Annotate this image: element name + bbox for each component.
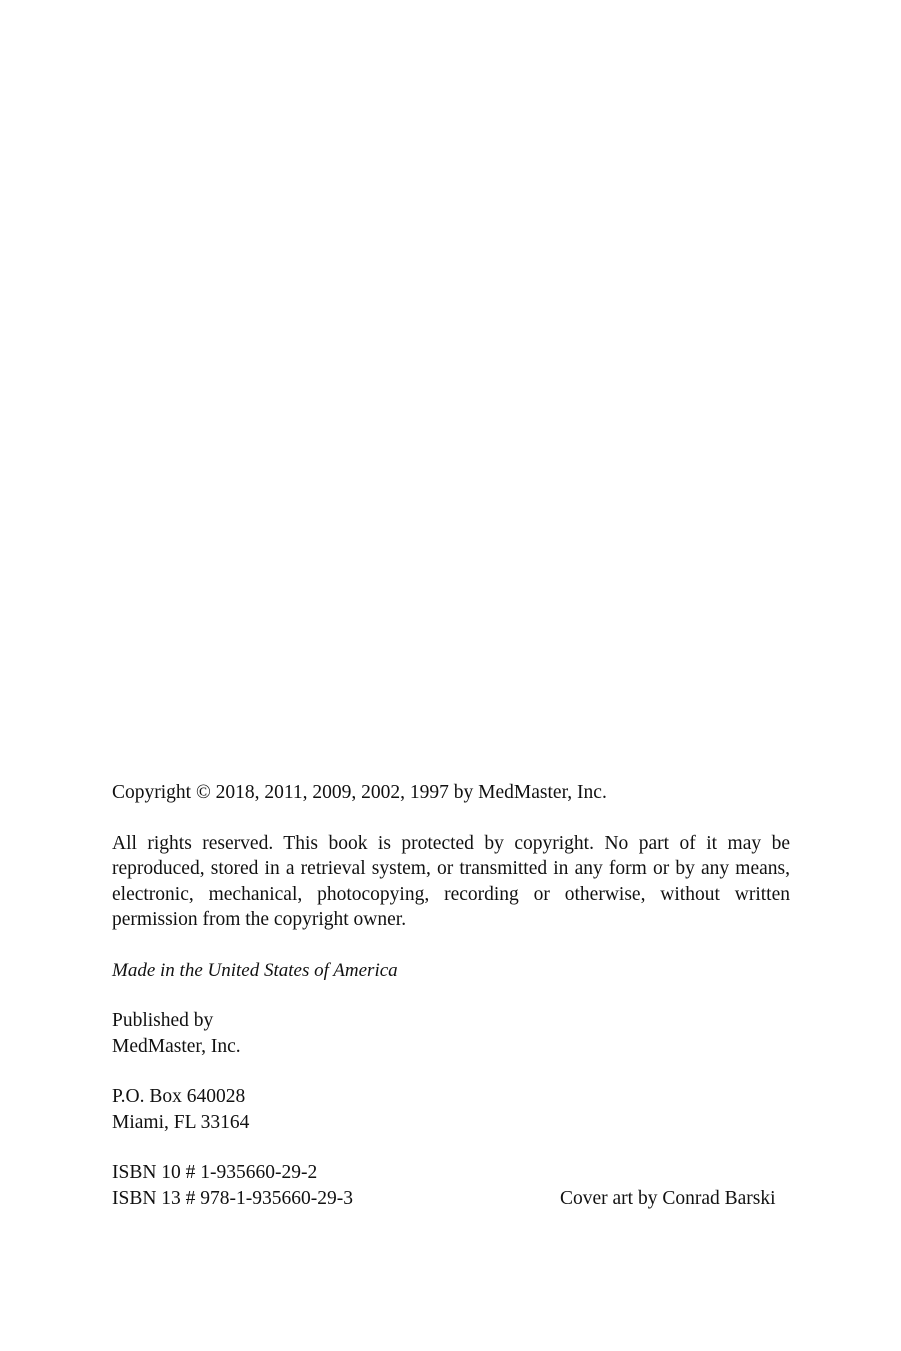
made-in-statement: Made in the United States of America	[112, 959, 398, 981]
copyright-notice: Copyright © 2018, 2011, 2009, 2002, 1997 by MedMaster, Inc.	[112, 782, 607, 803]
isbn-10: ISBN 10 # 1-935660-29-2	[112, 1162, 318, 1183]
publisher-block	[112, 1008, 790, 1059]
cover-art-credit: Cover art by Conrad Barski	[560, 1187, 776, 1209]
publisher-address	[112, 1084, 790, 1135]
publisher-name: MedMaster, Inc.	[112, 1035, 241, 1057]
address-po-box: P.O. Box 640028	[112, 1086, 246, 1107]
isbn-block	[112, 1160, 790, 1211]
copyright-page-content	[112, 780, 790, 1211]
all-rights-reserved-paragraph: All rights reserved. This book is protected by copyright. No part of it may be reproduced, stored in a retrieval system, or transmitted in any form or by any means, electronic, mechanical, photocopying, recording or otherwise, without written permission from the copyright owner.	[112, 832, 790, 930]
address-city-state-zip: Miami, FL 33164	[112, 1111, 250, 1133]
published-by-label: Published by	[112, 1010, 214, 1031]
isbn-13: ISBN 13 # 978-1-935660-29-3	[112, 1187, 354, 1209]
